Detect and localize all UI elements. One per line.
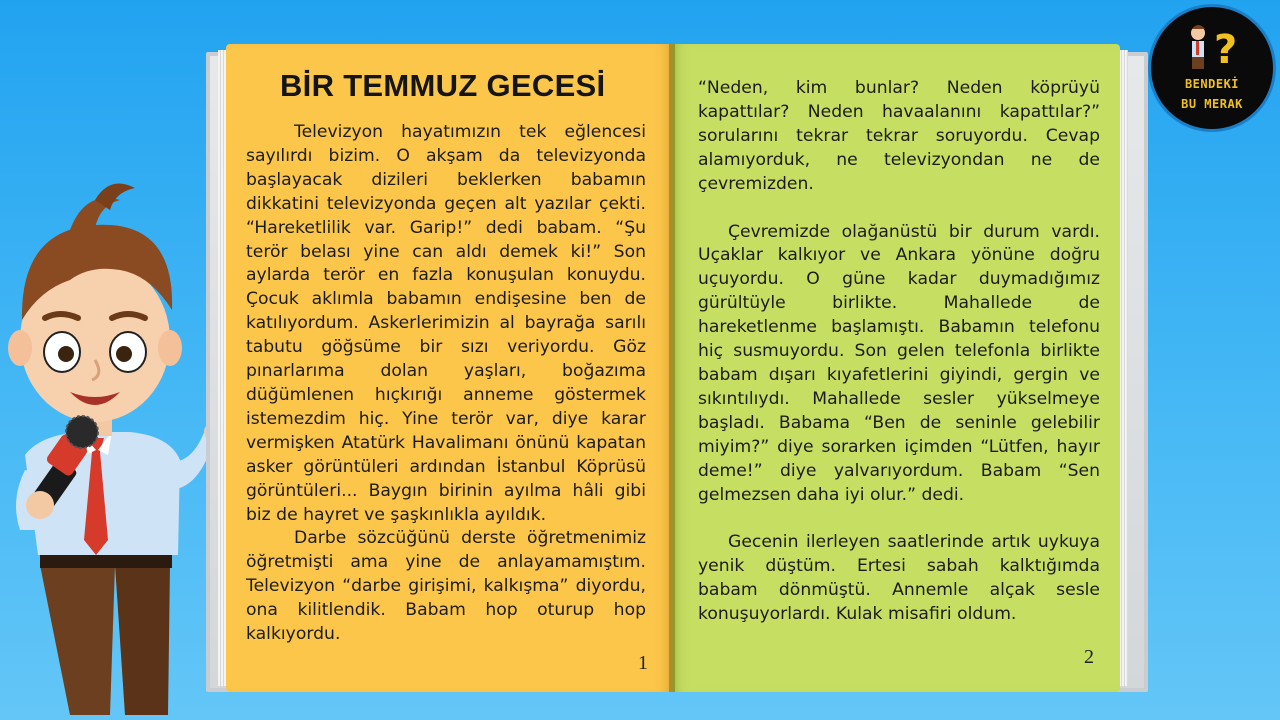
logo-text-line-1: BENDEKİ (1184, 77, 1240, 91)
story-title: BİR TEMMUZ GECESİ (280, 68, 606, 103)
svg-text:?: ? (1214, 27, 1238, 73)
left-page-text (246, 121, 646, 647)
page-number-right: 2 (1084, 646, 1094, 668)
right-paragraph-3: Gecenin ilerleyen saatlerinde artık uykuya yenik düştüm. Ertesi sabah kalktığımda babam dönmüştü. Annemle alçak sesle konuşuyorlardı. Kulak misafiri oldum. (698, 532, 1100, 625)
right-page-text (698, 77, 1100, 627)
reporter-character-illustration (0, 170, 230, 720)
right-paragraph-1: “Neden, kim bunlar? Neden köprüyü kapattılar? Neden havaalanını kapattılar?” sorularını tekrar tekrar soruyordu. Cevap alamıyorduk, ne televizyondan ne de çevremizden. (698, 78, 1100, 194)
right-paragraph-2: Çevremizde olağanüstü bir durum vardı. Uçaklar kalkıyor ve Ankara yönüne doğru uçuyordu. O güne kadar duymadığımız gürültüyle birlikte. Mahallede de hareketlenme başlamıştı. Babamın telefonu hiç susmuyordu. Son gelen telefonla birlikte babam dışarı kıyafetlerini giyindi, gergin ve sıkıntılıydı. Mahallede sesler yükselmeye başladı. Babama “Ben de seninle gelebilir miyim?” diye sorarken içimden “Lütfen, hayır deme!” diye yalvarıyordum. Babam “Sen gelmezsen daha iyi olur.” dedi. (698, 221, 1100, 505)
left-paragraph-1: Televizyon hayatımızın tek eğlencesi sayılırdı bizim. O akşam da televizyonda başlayacak dizileri beklerken babamın dikkatini televizyonda geçen alt yazılar çekti. “Hareketlilik var. Garip!” dedi babam. “Şu terör belası yine can aldı demek ki!” Son aylarda terör en fazla konuşulan konuydu. Çocuk aklımla babamın endişesine ben de katılıyordum. Askerlerimizin al bayrağa sarılı tabutu göğsüme bir sızı veriyordu. Göz pınarlarıma dolan yaşları, boğazıma düğümlenen hıçkırığı anneme göstermek istemezdim hiç. Yine terör var, diye karar vermişken Atatürk Havalimanı önünü kapatan asker görüntüleri ardından İstanbul Köprüsü görüntüleri... Baygın birinin ayılma hâli gibi biz de hayret ve şaşkınlıkla ayıldık. (246, 122, 646, 525)
book-spine (669, 44, 675, 692)
channel-logo[interactable] (1148, 4, 1276, 132)
question-mark-figure-icon (1148, 11, 1276, 77)
logo-text-line-2: BU MERAK (1181, 97, 1243, 111)
page-number-left: 1 (638, 652, 648, 674)
left-paragraph-2: Darbe sözcüğünü derste öğretmenimiz öğretmişti ama yine de anlayamamıştım. Televizyon “darbe girişimi, kalkışma” diyordu, ona kilitlendik. Babam hop oturup hop kalkıyordu. (246, 528, 646, 645)
